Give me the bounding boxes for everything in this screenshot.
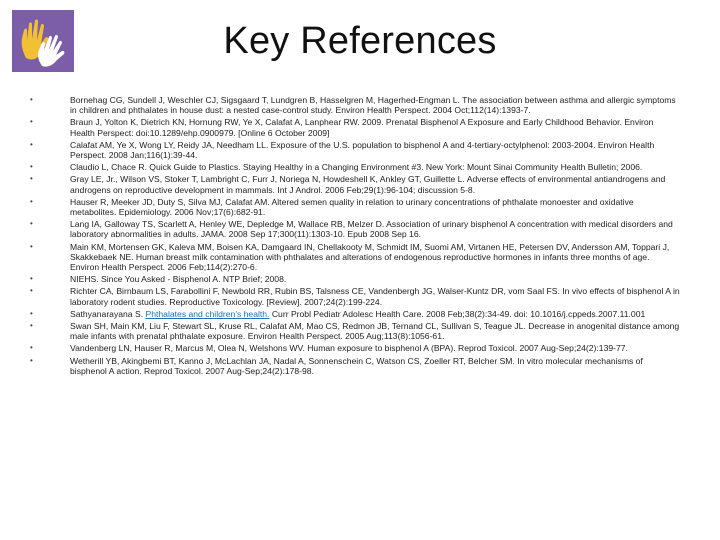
reference-list bbox=[30, 95, 680, 378]
bullet-icon: • bbox=[30, 219, 33, 229]
reference-text: Calafat AM, Ye X, Wong LY, Reidy JA, Needham LL. Exposure of the U.S. population to bisphenol A and 4-tertiary-octylphenol: 2003-2004. Environ Health Perspect. 2008 Jan;116(1):39-44. bbox=[70, 139, 655, 161]
list-item bbox=[30, 242, 680, 273]
reference-text: Swan SH, Main KM, Liu F, Stewart SL, Kruse RL, Calafat AM, Mao CS, Redmon JB, Ternand CL, Sullivan S, Teague JL. Decrease in anogenital distance among male infants with prenatal phthalate exposure. Environ Health Perspect. 2005 Aug;113(8):1056-61. bbox=[70, 321, 680, 342]
reference-text-after: Curr Probl Pediatr Adolesc Health Care. 2008 Feb;38(2):34-49. doi: 10.1016/j.cppeds.2007.11.001 bbox=[269, 308, 646, 319]
list-item bbox=[30, 286, 680, 306]
reference-text: Lang IA, Galloway TS, Scarlett A, Henley WE, Depledge M, Wallace RB, Melzer D. Association of urinary bisphenol A concentration with medical disorders and laboratory abnormalities in adults. JAMA. 2008 Sep 17;300(11):1303-10. Epub 2008 Sep 16. bbox=[70, 219, 673, 240]
reference-text: NIEHS. Since You Asked - Bisphenol A. NTP Brief; 2008. bbox=[70, 274, 287, 285]
bullet-icon: • bbox=[30, 286, 33, 296]
bullet-icon: • bbox=[30, 95, 33, 104]
list-item bbox=[30, 197, 680, 217]
list-item bbox=[30, 219, 680, 239]
bullet-icon: • bbox=[30, 196, 33, 206]
bullet-icon: • bbox=[30, 321, 33, 331]
reference-text: Braun J, Yolton K, Dietrich KN, Hornung RW, Ye X, Calafat A, Lanphear RW. 2009. Prenatal Bisphenol A Exposure and Early Childhood Behavior. Environ Health Perspect: doi:10.1289/ehp.0900979. [Online 6 October 2009] bbox=[70, 117, 654, 138]
reference-text: Main KM, Mortensen GK, Kaleva MM, Boisen KA, Damgaard IN, Chellakooty M, Schmidt IM, Suomi AM, Virtanen HE, Petersen DV, Andersson AM, Toppari J, Skakkebaek NE. Human breast milk contamination with phthalates and alterations of endogenous reproductive hormones in infants three months of age. Environ Health Perspect. 2006 Feb;114(2):270-6. bbox=[70, 241, 670, 273]
reference-link[interactable]: Phthalates and children's health. bbox=[145, 308, 270, 319]
list-item bbox=[30, 162, 680, 172]
list-item bbox=[30, 356, 680, 376]
list-item bbox=[30, 343, 680, 353]
list-item bbox=[30, 274, 680, 284]
page-title: Key References bbox=[223, 20, 497, 62]
reference-text: Claudio L, Chace R. Quick Guide to Plastics. Staying Healthy in a Changing Environment #3. New York: Mount Sinai Community Health Bulletin; 2006. bbox=[70, 162, 643, 173]
bullet-icon: • bbox=[30, 274, 33, 284]
bullet-icon: • bbox=[30, 117, 33, 127]
reference-text: Bornehag CG, Sundell J, Weschler CJ, Sigsgaard T, Lundgren B, Hasselgren M, Hagerhed-Engman L. The association between asthma and allergic symptoms in children and phthalates in house dust: a nested case-control study. Environ Health Perspect. 2004 Oct;112(14):1393-7. bbox=[70, 95, 676, 116]
bullet-icon: • bbox=[30, 343, 33, 353]
bullet-icon: • bbox=[30, 139, 33, 149]
reference-text-before: Sathyanarayana S. bbox=[70, 308, 146, 319]
reference-text: Gray LE, Jr., Wilson VS, Stoker T, Lambright C, Furr J, Noriega N, Howdeshell K, Ankley GT, Guillette L. Adverse effects of environmental antiandrogens and androgens on reproductive development in mammals. Int J Androl. 2006 Feb;29(1):96-104; discussion 5-8. bbox=[70, 174, 666, 195]
list-item bbox=[30, 309, 680, 319]
bullet-icon: • bbox=[30, 308, 33, 318]
list-item bbox=[30, 140, 680, 160]
list-item bbox=[30, 321, 680, 341]
bullet-icon: • bbox=[30, 241, 33, 251]
list-item bbox=[30, 174, 680, 194]
bullet-icon: • bbox=[30, 174, 33, 184]
reference-text: Hauser R, Meeker JD, Duty S, Silva MJ, Calafat AM. Altered semen quality in relation to urinary concentrations of phthalate monoester and oxidative metabolites. Epidemiology. 2006 Nov;17(6):682-91. bbox=[70, 196, 634, 218]
reference-text: Vandenberg LN, Hauser R, Marcus M, Olea N, Welshons WV. Human exposure to bisphenol A (BPA). Reprod Toxicol. 2007 Aug-Sep;24(2):139-77. bbox=[70, 343, 628, 354]
bullet-icon: • bbox=[30, 355, 33, 365]
reference-text: Wetherill YB, Akingbemi BT, Kanno J, McLachlan JA, Nadal A, Sonnenschein C, Watson CS, Zoeller RT, Belcher SM. In vitro molecular mechanisms of bisphenol A action. Reprod Toxicol. 2007 Aug-Sep;24(2):178-98. bbox=[70, 355, 643, 376]
bullet-icon: • bbox=[30, 162, 33, 172]
list-item bbox=[30, 95, 680, 115]
reference-text: Richter CA, Birnbaum LS, Farabollini F, Newbold RR, Rubin BS, Talsness CE, Vandenbergh JG, Walser-Kuntz DR, vom Saal FS. In vivo effects of bisphenol A in laboratory rodent studies. Reproductive Toxicology. [Review]. 2007;24(2):199-224. bbox=[70, 286, 680, 307]
list-item bbox=[30, 117, 680, 137]
